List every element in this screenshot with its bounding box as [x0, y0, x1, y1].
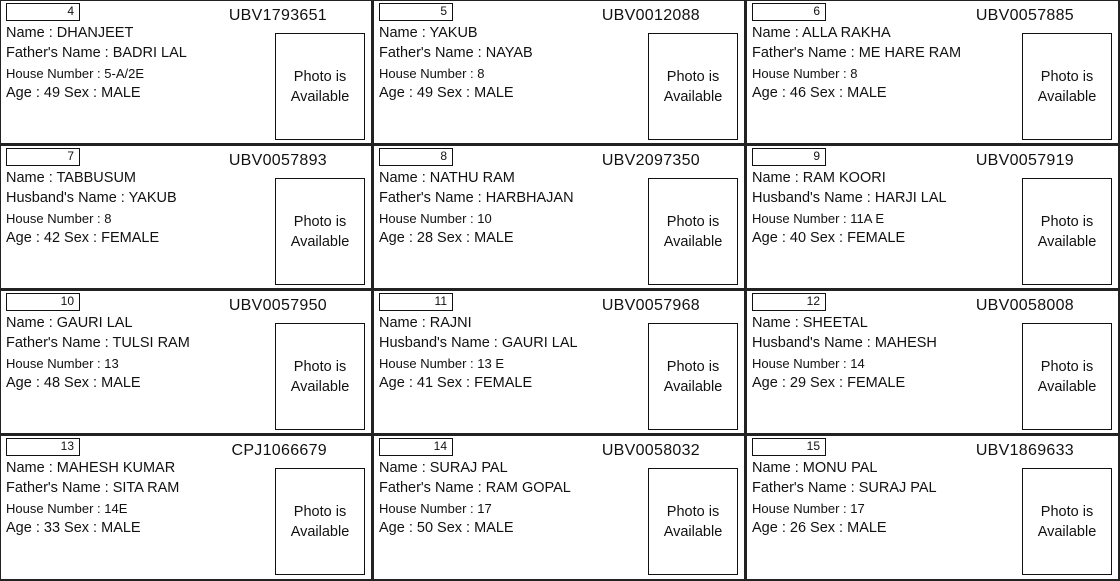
- voter-card: [0, 144, 373, 290]
- serial-number: 6: [752, 3, 826, 21]
- voter-name: Name : SURAJ PAL: [379, 460, 508, 476]
- age-sex: Age : 41 Sex : FEMALE: [379, 375, 533, 391]
- serial-number: 5: [379, 3, 453, 21]
- photo-text: Photo is Available: [663, 503, 723, 540]
- age-sex: Age : 26 Sex : MALE: [752, 520, 887, 536]
- house-number: House Number : 13 E: [379, 356, 505, 371]
- serial-number: 9: [752, 148, 826, 166]
- voter-name: Name : MONU PAL: [752, 460, 878, 476]
- epic-number: UBV0057885: [975, 7, 1074, 24]
- photo-text: Photo is Available: [290, 68, 350, 105]
- serial-number: 10: [6, 293, 80, 311]
- epic-number: UBV0057919: [975, 152, 1074, 169]
- house-number: House Number : 17: [379, 501, 492, 516]
- serial-number: 7: [6, 148, 80, 166]
- age-sex: Age : 49 Sex : MALE: [6, 85, 141, 101]
- photo-text: Photo is Available: [290, 503, 350, 540]
- voter-name: Name : MAHESH KUMAR: [6, 460, 176, 476]
- age-sex: Age : 49 Sex : MALE: [379, 85, 514, 101]
- epic-number: CPJ1066679: [231, 442, 327, 459]
- epic-number: UBV0058032: [601, 442, 700, 459]
- voter-card: [372, 289, 746, 435]
- age-sex: Age : 29 Sex : FEMALE: [752, 375, 906, 391]
- voter-card: [0, 289, 373, 435]
- photo-text: Photo is Available: [290, 358, 350, 395]
- age-sex: Age : 50 Sex : MALE: [379, 520, 514, 536]
- epic-number: UBV1869633: [975, 442, 1074, 459]
- voter-name: Name : NATHU RAM: [379, 170, 515, 186]
- photo-text: Photo is Available: [663, 213, 723, 250]
- relation-name: Father's Name : SITA RAM: [6, 480, 180, 496]
- relation-name: Father's Name : SURAJ PAL: [752, 480, 937, 496]
- epic-number: UBV2097350: [601, 152, 700, 169]
- voter-card: [372, 434, 746, 581]
- house-number: House Number : 14E: [6, 501, 128, 516]
- serial-number: 15: [752, 438, 826, 456]
- voter-card: [745, 289, 1120, 435]
- voter-name: Name : RAM KOORI: [752, 170, 886, 186]
- relation-name: Father's Name : BADRI LAL: [6, 45, 187, 61]
- house-number: House Number : 11A E: [752, 211, 884, 226]
- voter-name: Name : TABBUSUM: [6, 170, 136, 186]
- photo-text: Photo is Available: [1037, 68, 1097, 105]
- epic-number: UBV1793651: [228, 7, 327, 24]
- age-sex: Age : 28 Sex : MALE: [379, 230, 514, 246]
- voter-card: [0, 0, 373, 145]
- house-number: House Number : 8: [379, 66, 485, 81]
- serial-number: 12: [752, 293, 826, 311]
- photo-box: [275, 178, 365, 285]
- photo-box: [648, 33, 738, 140]
- serial-number: 11: [379, 293, 453, 311]
- voter-card: [0, 434, 373, 581]
- photo-box: [648, 323, 738, 430]
- photo-text: Photo is Available: [290, 213, 350, 250]
- relation-name: Husband's Name : MAHESH: [752, 335, 937, 351]
- relation-name: Father's Name : RAM GOPAL: [379, 480, 571, 496]
- house-number: House Number : 8: [6, 211, 112, 226]
- voter-name: Name : YAKUB: [379, 25, 478, 41]
- voter-name: Name : DHANJEET: [6, 25, 134, 41]
- relation-name: Father's Name : HARBHAJAN: [379, 190, 574, 206]
- voter-card: [372, 144, 746, 290]
- voter-card: [745, 434, 1120, 581]
- age-sex: Age : 42 Sex : FEMALE: [6, 230, 160, 246]
- voter-name: Name : GAURI LAL: [6, 315, 133, 331]
- voter-card: [745, 144, 1120, 290]
- relation-name: Husband's Name : HARJI LAL: [752, 190, 947, 206]
- age-sex: Age : 48 Sex : MALE: [6, 375, 141, 391]
- photo-text: Photo is Available: [663, 358, 723, 395]
- relation-name: Father's Name : ME HARE RAM: [752, 45, 962, 61]
- age-sex: Age : 40 Sex : FEMALE: [752, 230, 906, 246]
- photo-box: [1022, 33, 1112, 140]
- photo-text: Photo is Available: [1037, 358, 1097, 395]
- photo-text: Photo is Available: [663, 68, 723, 105]
- relation-name: Father's Name : NAYAB: [379, 45, 533, 61]
- voter-name: Name : SHEETAL: [752, 315, 868, 331]
- house-number: House Number : 8: [752, 66, 858, 81]
- house-number: House Number : 13: [6, 356, 119, 371]
- epic-number: UBV0012088: [601, 7, 700, 24]
- epic-number: UBV0057968: [601, 297, 700, 314]
- relation-name: Husband's Name : GAURI LAL: [379, 335, 578, 351]
- epic-number: UBV0057893: [228, 152, 327, 169]
- photo-box: [1022, 323, 1112, 430]
- house-number: House Number : 17: [752, 501, 865, 516]
- house-number: House Number : 10: [379, 211, 492, 226]
- age-sex: Age : 33 Sex : MALE: [6, 520, 141, 536]
- epic-number: UBV0058008: [975, 297, 1074, 314]
- epic-number: UBV0057950: [228, 297, 327, 314]
- serial-number: 4: [6, 3, 80, 21]
- age-sex: Age : 46 Sex : MALE: [752, 85, 887, 101]
- relation-name: Husband's Name : YAKUB: [6, 190, 177, 206]
- photo-box: [1022, 468, 1112, 575]
- voter-card: [745, 0, 1120, 145]
- serial-number: 8: [379, 148, 453, 166]
- voter-card: [372, 0, 746, 145]
- voter-name: Name : RAJNI: [379, 315, 472, 331]
- serial-number: 13: [6, 438, 80, 456]
- serial-number: 14: [379, 438, 453, 456]
- voter-name: Name : ALLA RAKHA: [752, 25, 891, 41]
- house-number: House Number : 5-A/2E: [6, 66, 145, 81]
- relation-name: Father's Name : TULSI RAM: [6, 335, 190, 351]
- house-number: House Number : 14: [752, 356, 865, 371]
- photo-text: Photo is Available: [1037, 213, 1097, 250]
- photo-box: [1022, 178, 1112, 285]
- photo-text: Photo is Available: [1037, 503, 1097, 540]
- photo-box: [275, 33, 365, 140]
- photo-box: [275, 468, 365, 575]
- photo-box: [275, 323, 365, 430]
- photo-box: [648, 468, 738, 575]
- photo-box: [648, 178, 738, 285]
